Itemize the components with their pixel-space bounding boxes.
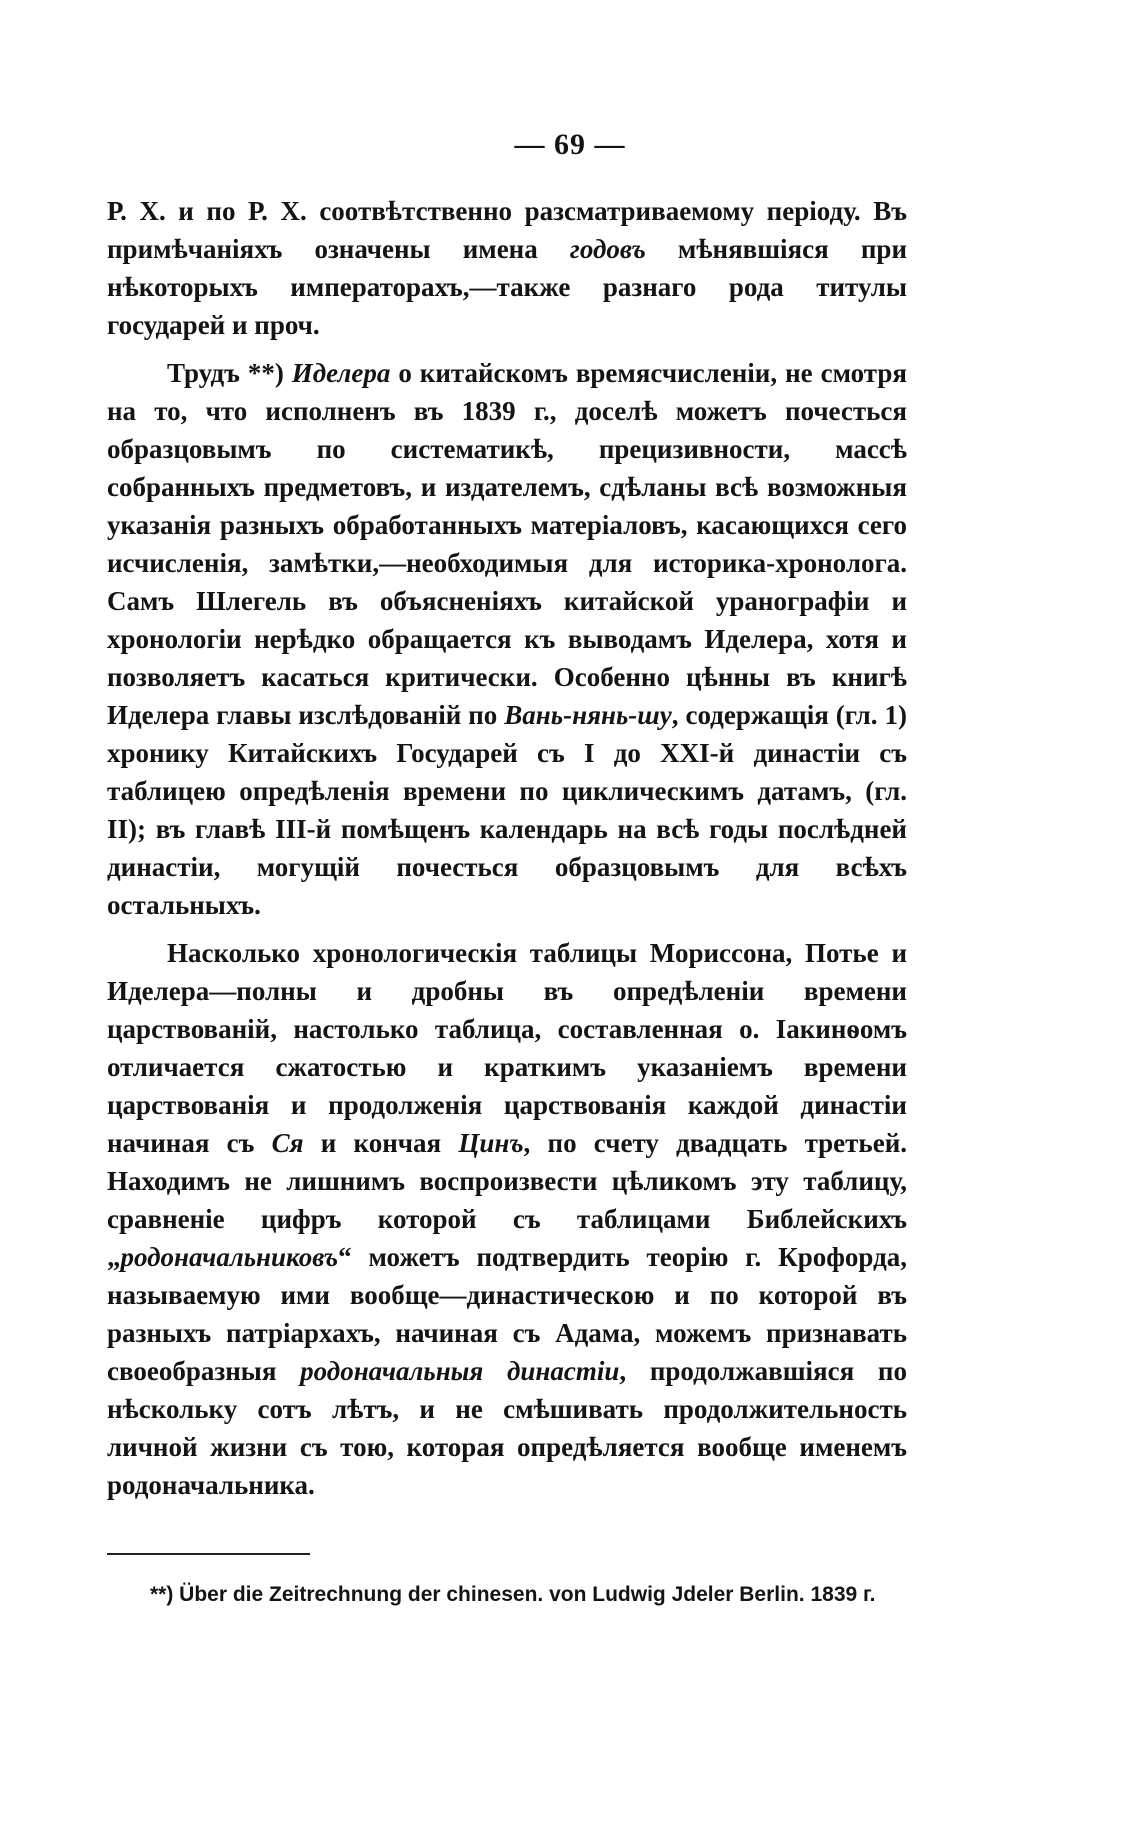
- text-run: мѣнявшіяся при нѣкоторыхъ императорахъ,—также разнаго рода титулы государей и проч.: [107, 234, 907, 340]
- footnote-divider: [107, 1553, 310, 1555]
- paragraph: [107, 934, 907, 1504]
- text-run: Насколько хронологическія таблицы Мориссона, Потье и Иделера—полны и дробны въ опредѣленіи времени царствованій, настолько таблица, составленная о. Іакинѳомъ отличается сжатостью и краткимъ указаніемъ времени царствованія и продолженія царствованія каждой династіи начиная съ: [107, 938, 907, 1158]
- italic-term: родоначальниковъ: [120, 1242, 339, 1272]
- italic-term: родоначальныя династіи: [300, 1356, 620, 1386]
- italic-term: Иделера: [291, 358, 391, 388]
- text-run: , по счету двадцать третьей. Находимъ не лишнимъ воспроизвести цѣликомъ эту таблицу, сравненіе цифръ которой съ таблицами Библейскихъ „: [107, 1128, 907, 1272]
- italic-term: Вань-нянь-шу: [504, 700, 672, 730]
- page-number: — 69 —: [514, 128, 626, 161]
- text-run: о китайскомъ времясчисленіи, не смотря на то, что исполненъ въ 1839 г., доселѣ можетъ почесться образцовымъ по систематикѣ, прецизивности, массѣ собранныхъ предметовъ, и издателемъ, сдѣланы всѣ возможныя указанія разныхъ обработанныхъ матеріаловъ, касающихся сего исчисленія, замѣтки,—необходимыя для историка-хронолога. Самъ Шлегель въ объясненіяхъ китайской уранографіи и хронологіи нерѣдко обращается къ выводамъ Иделера, хотя и позволяетъ касаться критически. Особенно цѣнны въ книгѣ Иделера главы изслѣдованій по: [107, 358, 907, 730]
- text-run: “ можетъ подтвердить теорію г. Крофорда, называемую ими вообще—династическою и по которой въ разныхъ патріархахъ, начиная съ Адама, можемъ признавать своеобразныя: [107, 1242, 907, 1386]
- text-run: и кончая: [303, 1128, 459, 1158]
- italic-term: годовъ: [569, 234, 646, 264]
- italic-term: Ся: [271, 1128, 304, 1158]
- italic-term: Цинъ: [458, 1128, 524, 1158]
- main-text: [107, 192, 907, 1504]
- footnote: **) Über die Zeitrechnung der chinesen. von Ludwig Jdeler Berlin. 1839 г.: [150, 1583, 876, 1606]
- paragraph: [107, 354, 907, 924]
- text-run: Р. Х. и по Р. Х. соотвѣтственно разсматриваемому періоду. Въ примѣчаніяхъ означены имена: [107, 196, 907, 264]
- text-run: , содержащія (гл. 1) хронику Китайскихъ Государей съ I до XXI-й династіи съ таблицею опредѣленія времени по циклическимъ датамъ, (гл. II); въ главѣ III-й помѣщенъ календарь на всѣ годы послѣдней династіи, могущій почесться образцовымъ для всѣхъ остальныхъ.: [107, 700, 907, 920]
- paragraph: [107, 192, 907, 344]
- text-run: Трудъ **): [167, 358, 292, 388]
- text-run: , продолжавшіяся по нѣскольку сотъ лѣтъ, и не смѣшивать продолжительность личной жизни съ тою, которая опредѣляется вообще именемъ родоначальника.: [107, 1356, 907, 1500]
